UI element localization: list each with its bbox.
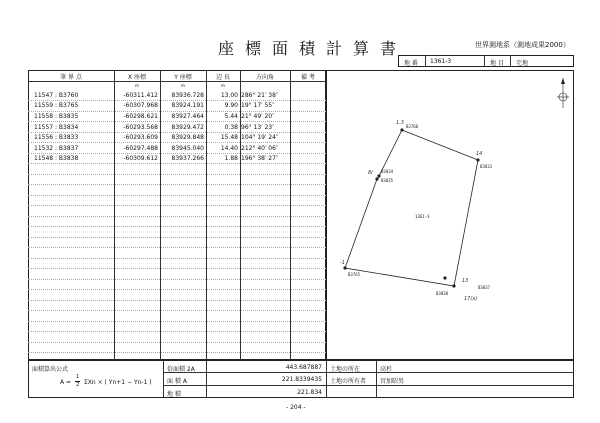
cell-y: 83929.472 [171, 124, 204, 131]
row-rule [28, 100, 326, 101]
row-rule [28, 342, 326, 343]
double-area-value: 443.687887 [285, 364, 322, 371]
page-number: - 204 - [286, 404, 306, 411]
row-rule [28, 205, 326, 206]
cell-x: -60293.609 [123, 134, 158, 141]
cell-y: 83936.728 [171, 92, 204, 99]
cell-length: 13.00 [220, 92, 238, 99]
owner-value: 宮加昭男 [380, 378, 405, 385]
chiban-value: 1361-3 [430, 58, 452, 65]
location-label: 土地の所在 [330, 366, 361, 373]
cell-point: 11556 : B3833 [34, 134, 79, 141]
north-arrow-icon [557, 78, 569, 108]
formula-body: ΣXn × ( Yn+1 − Yn-1 ) [84, 379, 152, 386]
cell-x: -60293.568 [123, 124, 158, 131]
row-rule [28, 331, 326, 332]
row-rule [28, 258, 326, 259]
cell-point: 11559 : B3765 [34, 102, 79, 109]
point-label: B3834 [381, 169, 394, 174]
formula-a: A = [60, 379, 72, 386]
bottom-divider [206, 360, 207, 398]
point-label: B3833 [480, 164, 493, 169]
row-rule [28, 268, 326, 269]
boundary-marker [343, 266, 346, 269]
cell-angle: 19° 17′ 55″ [241, 102, 275, 109]
cell-length: 0.38 [224, 124, 238, 131]
coordinate-system: 世界測地系（測地成果2000） [475, 41, 570, 49]
point-label: B3838 [436, 291, 449, 296]
header-length: 辺 長 [216, 74, 230, 81]
area-value: 221.8339435 [281, 376, 322, 383]
location-value: 高杉 [380, 366, 393, 373]
row-rule [28, 153, 326, 154]
handwritten-mark: 1.3 [396, 120, 404, 126]
row-rule [28, 310, 326, 311]
chiseki-label: 地 積 [167, 391, 181, 398]
cell-x: -60297.488 [123, 145, 158, 152]
cell-point: 11547 : B3760 [34, 92, 79, 99]
boundary-marker [443, 276, 446, 279]
row-rule [28, 174, 326, 175]
row-rule [28, 216, 326, 217]
parcel-center-label: 1361-3 [415, 214, 430, 219]
parcel-divider [484, 55, 485, 67]
cell-point: 11558 : B3835 [34, 113, 79, 120]
point-label: B3765 [348, 272, 361, 277]
cell-length: 1.88 [224, 155, 238, 162]
cell-y: 83937.266 [171, 155, 204, 162]
row-rule [28, 111, 326, 112]
boundary-marker [400, 128, 403, 131]
unit-y: m [181, 83, 185, 88]
cell-point: 11557 : B3834 [34, 124, 79, 131]
bottom-divider [163, 360, 164, 398]
formula-label: 面積算出公式 [32, 366, 69, 373]
cell-angle: 212° 40′ 06″ [241, 145, 279, 152]
header-y: Y 座標 [174, 74, 192, 81]
row-rule [28, 132, 326, 133]
bottom-divider [326, 360, 327, 398]
cell-y: 83924.191 [171, 102, 204, 109]
bottom-divider [376, 360, 377, 398]
chimoku-value: 宅地 [516, 60, 529, 67]
point-label: B3837 [478, 285, 491, 290]
bottom-row-line [326, 385, 574, 386]
row-rule [28, 195, 326, 196]
cell-y: 83929.848 [171, 134, 204, 141]
area-label: 面 積 A [167, 378, 187, 385]
bottom-row-line [326, 372, 574, 373]
cell-y: 83927.464 [171, 113, 204, 120]
handwritten-mark: -1 [340, 260, 345, 266]
row-rule [28, 184, 326, 185]
cell-length: 15.48 [220, 134, 238, 141]
cell-angle: 96° 13′ 23″ [241, 124, 275, 131]
handwritten-mark: 17(x) [464, 296, 478, 302]
cell-x: -60298.621 [123, 113, 158, 120]
cell-y: 83945.040 [171, 145, 204, 152]
cell-length: 9.90 [224, 102, 238, 109]
chiban-label: 地 番 [404, 60, 418, 67]
row-rule [28, 226, 326, 227]
cell-angle: 286° 21′ 38″ [241, 92, 279, 99]
cell-length: 14.40 [220, 145, 238, 152]
double-area-label: 倍面積 2A [167, 366, 195, 373]
parcel-drawing [326, 70, 574, 360]
handwritten-mark: 8( [368, 170, 374, 176]
cell-angle: 104° 19′ 24″ [241, 134, 279, 141]
point-label: B3760 [406, 124, 419, 129]
cell-point: 11548 : B3838 [34, 155, 79, 162]
chiseki-value: 221.834 [297, 389, 322, 396]
header-point: 筆 界 点 [60, 74, 82, 81]
unit-x: m [135, 83, 139, 88]
row-rule [28, 247, 326, 248]
row-rule [28, 163, 326, 164]
row-rule [28, 289, 326, 290]
header-remarks: 備 考 [301, 74, 315, 81]
handwritten-mark: 13 [462, 278, 469, 284]
row-rule [28, 237, 326, 238]
parcel-divider [510, 55, 511, 67]
parcel-boundary [345, 130, 478, 286]
handwritten-mark: 14 [476, 151, 483, 157]
boundary-marker [375, 177, 378, 180]
cell-x: -60309.612 [123, 155, 158, 162]
formula-fraction-den: 2 [76, 382, 80, 388]
header-angle: 方向角 [255, 74, 274, 81]
boundary-marker [452, 284, 455, 287]
owner-label: 土地の所有者 [330, 378, 367, 385]
cell-angle: 196° 38′ 27″ [241, 155, 279, 162]
cell-point: 11532 : B3837 [34, 145, 79, 152]
bottom-row-line [163, 385, 326, 386]
row-rule [28, 321, 326, 322]
header-separator [28, 81, 326, 82]
row-rule [28, 352, 326, 353]
formula-fraction-num: 1 [76, 374, 80, 380]
document-title: 座標面積計算書 [218, 39, 408, 58]
cell-x: -60307.968 [123, 102, 158, 109]
cell-x: -60311.412 [123, 92, 158, 99]
point-label: B3835 [381, 178, 394, 183]
cell-angle: 21° 49′ 20″ [241, 113, 275, 120]
row-rule [28, 142, 326, 143]
unit-length: m [221, 83, 225, 88]
col-line [290, 70, 291, 360]
row-rule [28, 121, 326, 122]
header-x: X 座標 [127, 74, 147, 81]
cell-length: 5.44 [224, 113, 238, 120]
parcel-divider [425, 55, 426, 67]
boundary-marker [476, 158, 479, 161]
row-rule [28, 300, 326, 301]
row-rule [28, 279, 326, 280]
chimoku-label: 地 目 [490, 60, 504, 67]
